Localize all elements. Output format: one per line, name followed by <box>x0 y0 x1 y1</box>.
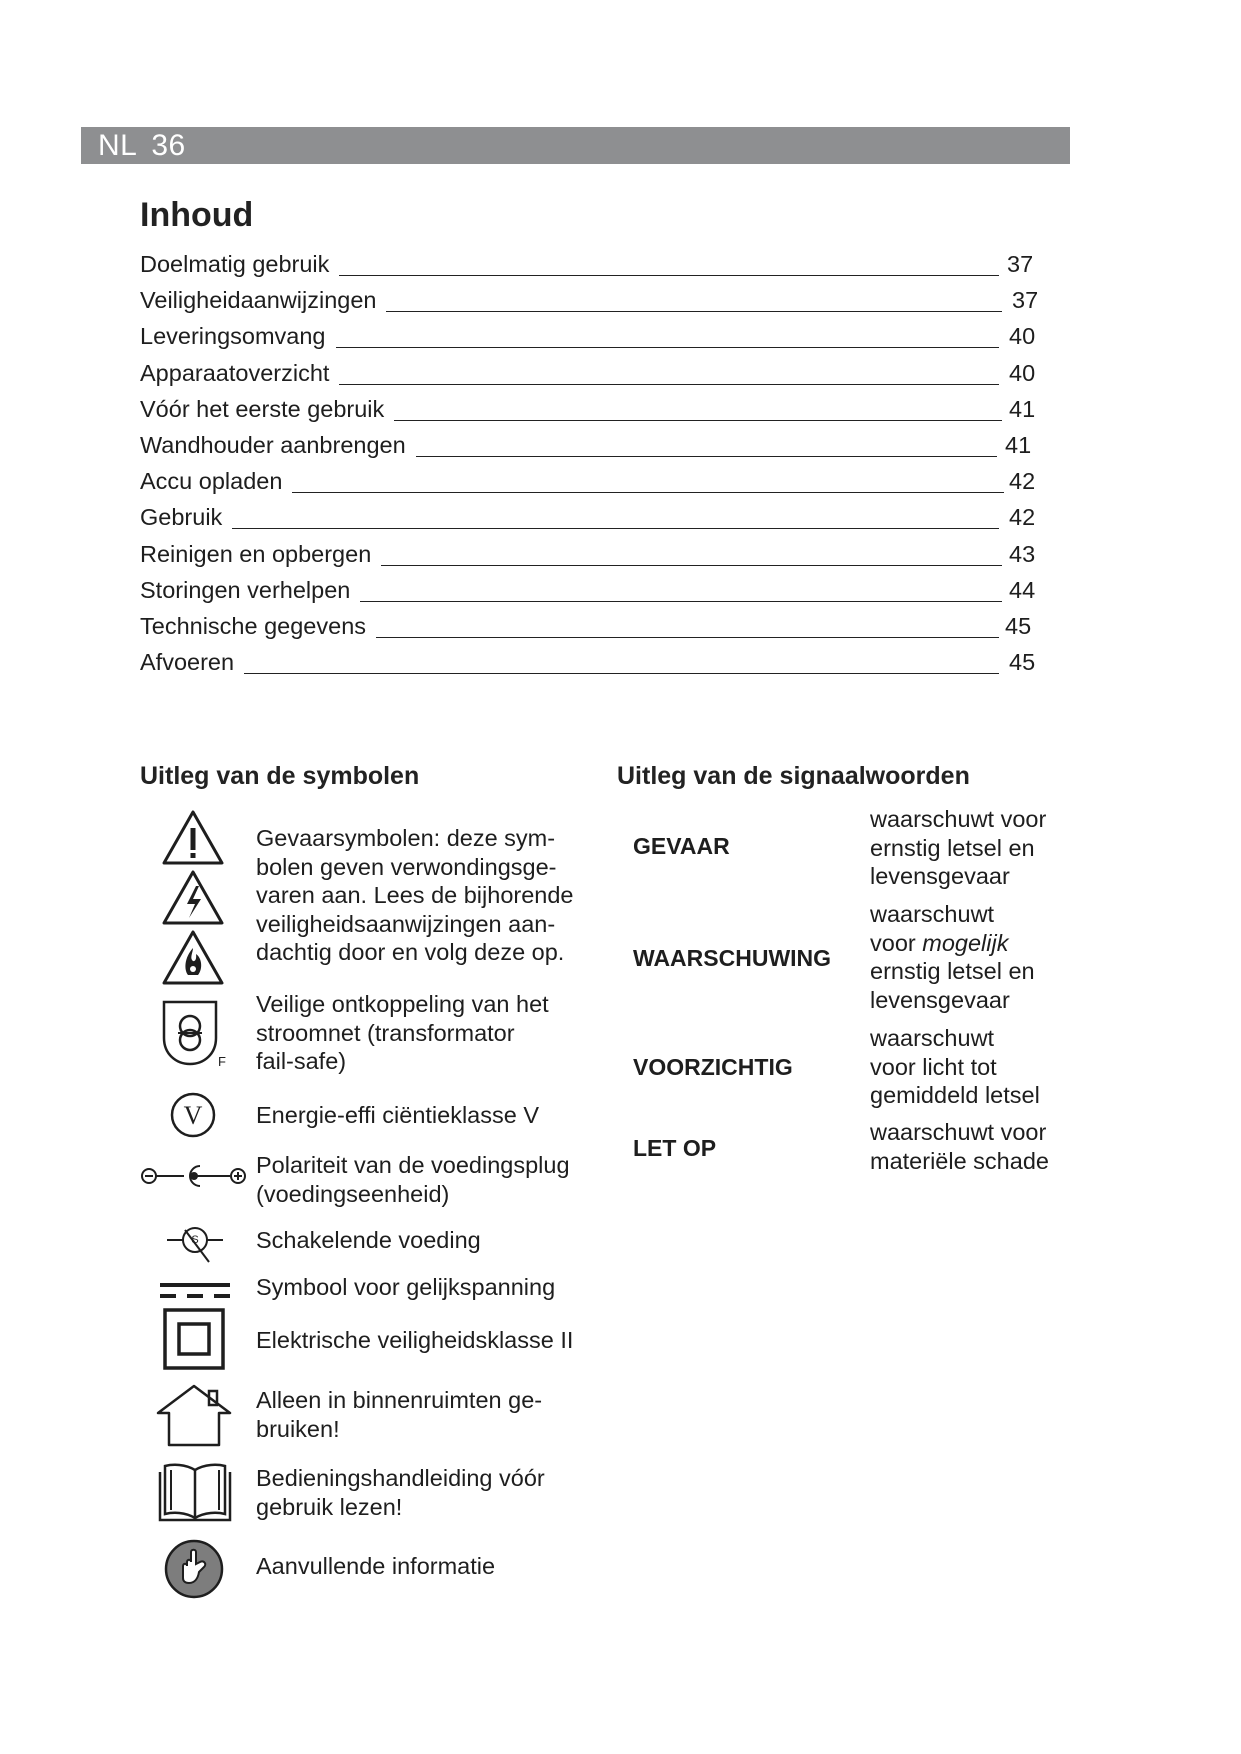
toc-entry[interactable] <box>140 245 1045 281</box>
symbol-text-polarity <box>256 1151 596 1208</box>
additional-info-hand-icon <box>163 1538 225 1600</box>
indoor-description: Alleen in binnenruimten ge- bruiken! <box>256 1387 543 1442</box>
signal-word-voorzichtig: VOORZICHTIG <box>633 1054 793 1080</box>
signal-text-waarschuwing <box>870 900 1070 1014</box>
toc-leader-line <box>416 456 997 457</box>
warning-triangles-icon <box>160 808 226 988</box>
toc-entry[interactable] <box>140 317 1045 353</box>
signal-word-let-op: LET OP <box>633 1135 717 1161</box>
table-of-contents <box>140 245 1045 679</box>
symbols-heading: Uitleg van de symbolen <box>140 762 420 790</box>
read-manual-book-icon <box>157 1460 233 1522</box>
energy-v-label: V <box>183 1101 203 1130</box>
toc-entry-label: Apparaatoverzicht <box>140 360 337 387</box>
indoor-use-house-icon <box>155 1383 233 1447</box>
polarity-icon <box>140 1160 248 1192</box>
toc-leader-line <box>292 492 1004 493</box>
symbol-text-manual <box>256 1464 596 1521</box>
symbol-text-indoor <box>256 1386 596 1443</box>
toc-entry[interactable] <box>140 281 1045 317</box>
smps-s-label: S <box>191 1234 199 1246</box>
toc-entry[interactable] <box>140 462 1045 498</box>
toc-leader-line <box>339 275 999 276</box>
toc-leader-line <box>232 528 999 529</box>
symbol-text-info <box>256 1552 596 1581</box>
symbol-text-smps <box>256 1226 596 1255</box>
warning-description: Gevaarsymbolen: deze sym- bolen geven verwondingsge- varen aan. Lees de bijhorende veiligheidsaanwijzingen aan- dachtig door en volg deze op. <box>256 825 574 965</box>
signal-words-heading: Uitleg van de signaalwoorden <box>617 762 970 790</box>
toc-leader-line <box>339 384 999 385</box>
toc-entry-label: Storingen verhelpen <box>140 577 358 604</box>
toc-entry-label: Leveringsomvang <box>140 323 334 350</box>
toc-entry-page: 40 <box>1009 359 1036 386</box>
language-code: NL <box>98 129 138 162</box>
toc-entry[interactable] <box>140 354 1045 390</box>
toc-entry[interactable] <box>140 498 1045 534</box>
toc-entry[interactable] <box>140 571 1045 607</box>
page-header-text <box>98 129 186 163</box>
page-number: 36 <box>151 129 186 162</box>
toc-entry-label: Veiligheidaanwijzingen <box>140 287 384 314</box>
protection-class-ii-icon <box>163 1308 225 1370</box>
toc-entry-page: 42 <box>1009 468 1036 495</box>
toc-leader-line <box>244 673 999 674</box>
toc-entry-page: 44 <box>1009 576 1036 603</box>
transformer-f-label: F <box>218 1054 226 1069</box>
toc-entry[interactable] <box>140 607 1045 643</box>
toc-leader-line <box>376 637 999 638</box>
toc-entry[interactable] <box>140 426 1045 462</box>
toc-leader-line <box>386 311 1002 312</box>
toc-entry-label: Wandhouder aanbrengen <box>140 432 414 459</box>
toc-entry-page: 45 <box>1005 612 1032 639</box>
page-header-bar <box>81 127 1070 164</box>
direct-current-icon <box>160 1280 230 1302</box>
waarschuwing-text-end: ernstig letsel en levensgevaar <box>870 958 1035 1013</box>
signal-word-waarschuwing: WAARSCHUWING <box>633 945 832 971</box>
toc-leader-line <box>360 601 1002 602</box>
toc-leader-line <box>336 347 1000 348</box>
toc-entry-label: Reinigen en opbergen <box>140 541 379 568</box>
polarity-description: Polariteit van de voedingsplug (voedingseenheid) <box>256 1152 570 1207</box>
waarschuwing-text-start: waarschuwt voor <box>870 901 995 956</box>
toc-entry-label: Doelmatig gebruik <box>140 251 337 278</box>
signal-text-gevaar: waarschuwt voor ernstig letsel en levensgevaar <box>870 806 1047 889</box>
toc-entry-label: Technische gegevens <box>140 613 374 640</box>
toc-entry-page: 41 <box>1005 431 1032 458</box>
class-ii-description: Elektrische veiligheidsklasse II <box>256 1327 574 1353</box>
waarschuwing-emphasis: mogelijk <box>922 929 1009 956</box>
switch-mode-power-supply-icon <box>165 1220 225 1266</box>
toc-leader-line <box>394 420 1002 421</box>
signal-text-let-op: waarschuwt voor materiële schade <box>870 1119 1049 1174</box>
toc-entry-label: Afvoeren <box>140 649 242 676</box>
signal-word-gevaar: GEVAAR <box>633 833 730 859</box>
toc-entry-page: 43 <box>1009 540 1036 567</box>
dc-description: Symbool voor gelijkspanning <box>256 1274 556 1300</box>
manual-description: Bedieningshandleiding vóór gebruik lezen! <box>256 1465 545 1520</box>
toc-entry-label: Accu opladen <box>140 468 290 495</box>
toc-entry-page: 37 <box>1007 251 1034 277</box>
symbol-text-warning <box>256 824 596 967</box>
page-title: Inhoud <box>140 196 254 234</box>
safety-isolating-transformer-icon <box>160 998 230 1070</box>
smps-description: Schakelende voeding <box>256 1227 481 1253</box>
symbol-text-transformer <box>256 990 596 1076</box>
info-description: Aanvullende informatie <box>256 1553 496 1579</box>
symbol-text-class-ii <box>256 1326 596 1355</box>
toc-entry[interactable] <box>140 643 1045 679</box>
energy-description: Energie-effi ciëntieklasse V <box>256 1102 540 1128</box>
toc-entry[interactable] <box>140 390 1045 426</box>
toc-leader-line <box>381 565 1002 566</box>
toc-entry-label: Gebruik <box>140 504 230 531</box>
toc-entry-label: Vóór het eerste gebruik <box>140 396 392 423</box>
transformer-description: Veilige ontkoppeling van het stroomnet (transformator fail-safe) <box>256 991 549 1074</box>
toc-entry[interactable] <box>140 535 1045 571</box>
toc-entry-page: 37 <box>1012 287 1039 314</box>
symbol-text-dc <box>256 1273 596 1302</box>
symbol-text-energy <box>256 1101 596 1130</box>
toc-entry-page: 41 <box>1009 395 1036 422</box>
toc-entry-page: 40 <box>1009 323 1036 350</box>
energy-efficiency-v-icon <box>168 1090 218 1140</box>
signal-text-voorzichtig: waarschuwt voor licht tot gemiddeld letsel <box>870 1025 1040 1108</box>
toc-entry-page: 45 <box>1009 649 1036 676</box>
toc-entry-page: 42 <box>1009 504 1036 531</box>
